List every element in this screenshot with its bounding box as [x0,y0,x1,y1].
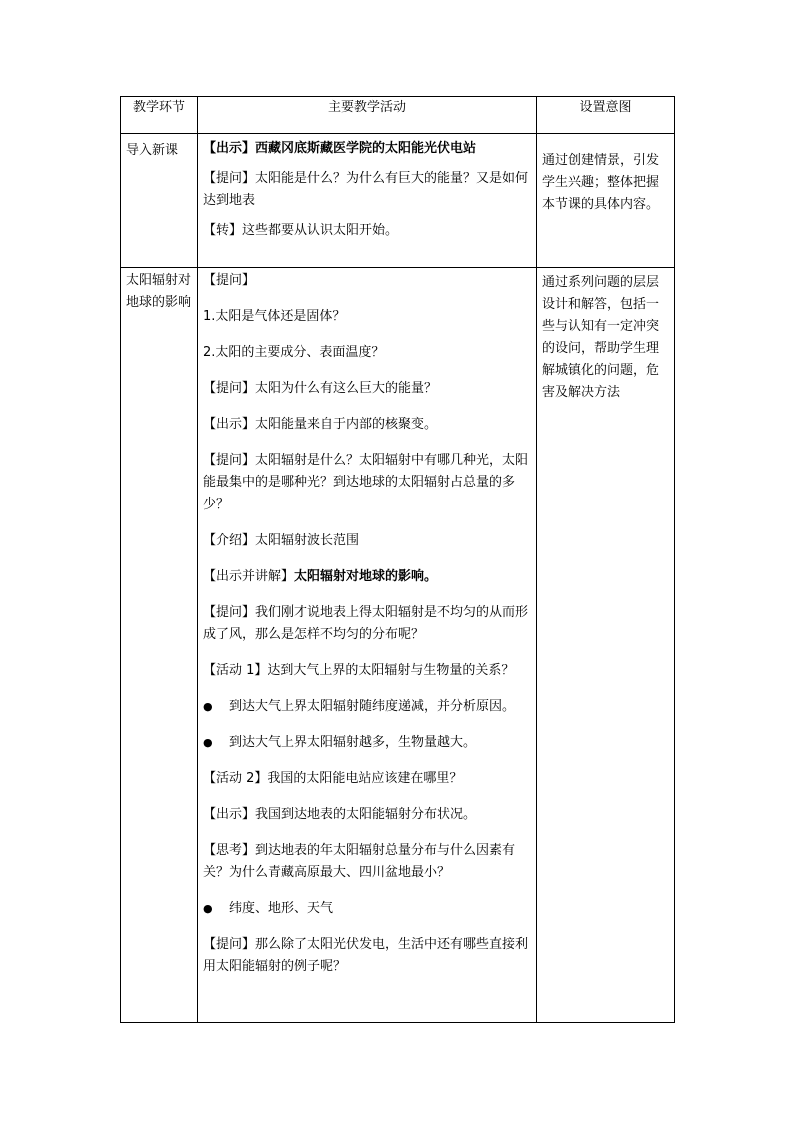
item-tag: 【提问】 [203,937,256,952]
header-activity: 主要教学活动 [198,97,537,134]
list-item [203,168,531,212]
item-tag: 【思考】 [203,843,256,858]
item-text: 太阳能是什么？为什么有巨大的能量？又是如何达到地表 [203,171,529,208]
item-text: 太阳为什么有这么巨大的能量？ [255,381,438,396]
list-item [203,566,531,588]
stage-label: 导入新课 [126,143,179,158]
list-item [203,414,531,436]
intent-cell [537,134,675,268]
list-item [203,138,531,160]
bullet-item [203,696,531,718]
bullet-item [203,732,531,754]
item-tag: 【出示】 [203,141,256,156]
list-item [203,270,531,292]
item-tag: 【转】 [203,223,243,238]
activity-cell [198,268,537,1023]
lesson-plan-table [120,96,675,1023]
list-item [203,768,531,790]
item-tag: 【出示】 [203,807,256,822]
header-intent: 设置意图 [537,97,675,134]
item-tag: 【提问】 [203,381,256,396]
item-tag: 【活动 1】 [203,663,268,678]
bullet-item [203,898,531,920]
item-tag: 【活动 2】 [203,771,268,786]
stage-cell [121,134,198,268]
item-text: 太阳辐射对地球的影响。 [294,569,438,584]
item-text: 到达大气上界太阳辐射越多，生物量越大。 [229,735,477,750]
intent-text: 通过系列问题的层层设计和解答，包括一些与认知有一定冲突的设问，帮助学生理解城镇化的问题，危害及解决方法 [542,275,660,400]
bullet-icon: ● [203,902,213,915]
stage-cell [121,268,198,1023]
item-tag: 【提问】 [203,273,256,288]
table-row [121,134,675,268]
item-text: 太阳辐射波长范围 [255,533,360,548]
item-text: 到达大气上界太阳辐射随纬度递减，并分析原因。 [229,699,516,714]
list-item [203,306,531,328]
item-text: 1.太阳是气体还是固体？ [203,309,346,324]
item-text: 西藏冈底斯藏医学院的太阳能光伏电站 [255,141,477,156]
item-text: 我国的太阳能电站应该建在哪里？ [267,771,463,786]
intent-text: 通过创建情景，引发学生兴趣；整体把握本节课的具体内容。 [542,153,660,212]
item-tag: 【介绍】 [203,533,256,548]
stage-label: 太阳辐射对地球的影响 [126,273,192,310]
item-tag: 【出示并讲解】 [203,569,295,584]
table-row [121,268,675,1023]
list-item [203,220,531,242]
list-item [203,530,531,552]
item-text: 太阳能量来自于内部的核聚变。 [255,417,438,432]
list-item [203,840,531,884]
item-text: 达到大气上界的太阳辐射与生物量的关系？ [267,663,515,678]
bullet-icon: ● [203,736,213,749]
item-tag: 【提问】 [203,605,256,620]
bullet-icon: ● [203,700,213,713]
item-text: 那么除了太阳光伏发电，生活中还有哪些直接利用太阳能辐射的例子呢？ [203,937,529,974]
intent-cell [537,268,675,1023]
item-text: 到达地表的年太阳辐射总量分布与什么因素有关？为什么青藏高原最大、四川盆地最小？ [203,843,516,880]
item-text: 我国到达地表的太阳能辐射分布状况。 [255,807,477,822]
item-tag: 【提问】 [203,453,256,468]
item-text: 太阳辐射是什么？太阳辐射中有哪几种光，太阳能最集中的是哪种光？到达地球的太阳辐射占总量的多少？ [203,453,529,512]
header-stage: 教学环节 [121,97,198,134]
item-tag: 【提问】 [203,171,256,186]
list-item [203,602,531,646]
list-item [203,804,531,826]
item-text: 这些都要从认识太阳开始。 [242,223,399,238]
item-tag: 【出示】 [203,417,256,432]
list-item [203,934,531,978]
item-text: 2.太阳的主要成分、表面温度？ [203,345,385,360]
activity-cell [198,134,537,268]
item-text: 纬度、地形、天气 [229,901,334,916]
table-header-row [121,97,675,134]
list-item [203,342,531,364]
item-text: 我们刚才说地表上得太阳辐射是不均匀的从而形成了风，那么是怎样不均匀的分布呢？ [203,605,529,642]
list-item [203,660,531,682]
list-item [203,450,531,516]
list-item [203,378,531,400]
